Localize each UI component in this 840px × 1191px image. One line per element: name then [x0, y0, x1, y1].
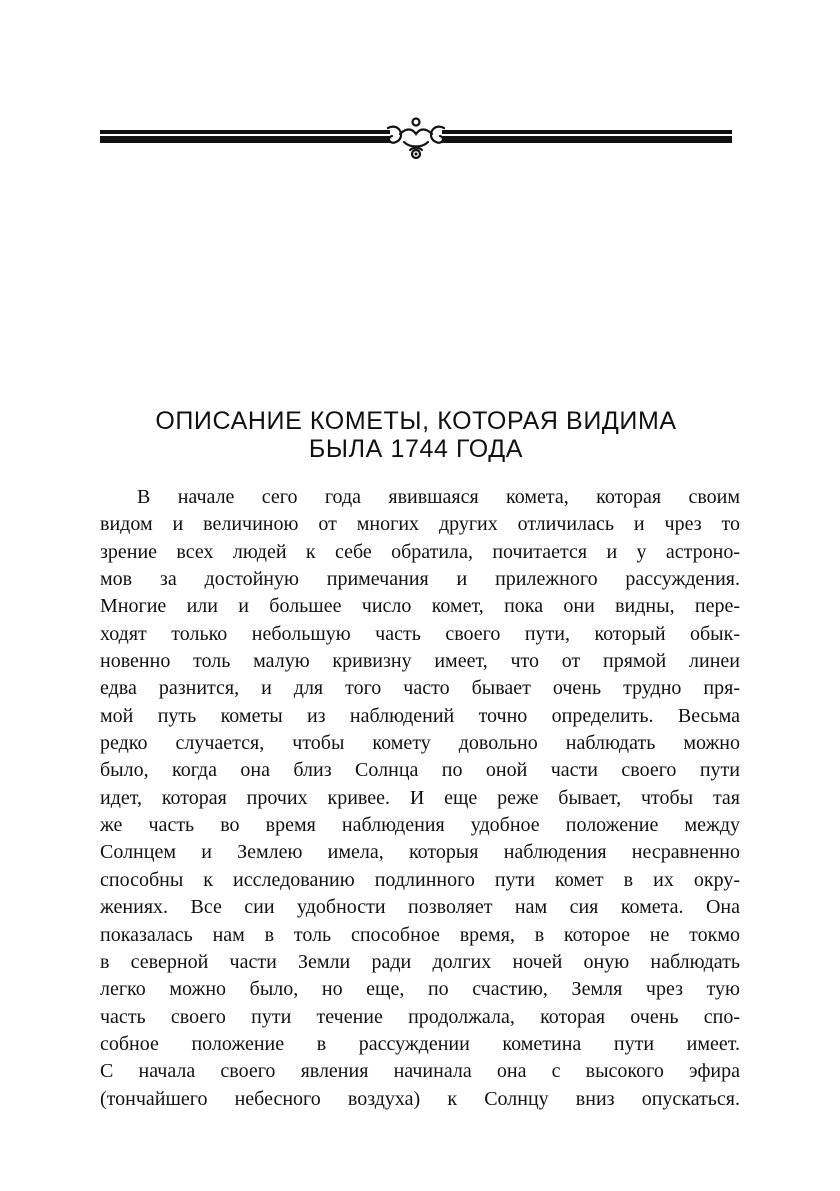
page-title-line-1: ОПИСАНИЕ КОМЕТЫ, КОТОРАЯ ВИДИМА: [155, 407, 677, 435]
text-line: видом и величиною от многих других отличилась и чрез то: [100, 513, 740, 536]
text-line: мой путь кометы из наблюдений точно определить. Весьма: [100, 704, 740, 727]
text-line: новенно толь малую кривизну имеет, что от прямой линеи: [100, 650, 740, 673]
text-line: было, когда она близ Солнца по оной части своего пути: [100, 759, 740, 782]
text-line: С начала своего явления начинала она с высокого эфира: [100, 1060, 740, 1083]
header-ornament-rule: [100, 112, 732, 164]
text-line: собное положение в рассуждении кометина пути имеет.: [100, 1032, 740, 1055]
text-line: в северной части Земли ради долгих ночей оную наблюдать: [100, 950, 740, 973]
text-line: идет, которая прочих кривее. И еще реже бывает, чтобы тая: [100, 786, 740, 809]
text-line: мов за достойную примечания и прилежного рассуждения.: [100, 568, 740, 591]
text-line: В начале сего года явившаяся комета, которая своим: [137, 486, 740, 508]
text-line: же часть во время наблюдения удобное положение между: [100, 814, 740, 837]
text-line: часть своего пути течение продолжала, которая очень спо-: [100, 1005, 740, 1028]
text-line: (тончайшего небесного воздуха) к Солнцу вниз опускаться.: [100, 1087, 740, 1110]
text-line: жениях. Все сии удобности позволяет нам сия комета. Она: [100, 896, 740, 919]
text-line: легко можно было, но еще, по счастию, Земля чрез тую: [100, 978, 740, 1001]
text-line: показалась нам в толь способное время, в которое не токмо: [100, 923, 740, 946]
body-paragraph: [100, 484, 740, 1113]
text-line: зрение всех людей к себе обратила, почитается и у астроно-: [100, 540, 740, 563]
text-line: Солнцем и Землею имела, которыя наблюдения несравненно: [100, 841, 740, 864]
text-line: способны к исследованию подлинного пути комет в их окру-: [100, 868, 740, 891]
text-line: едва разнится, и для того часто бывает очень трудно пря-: [100, 677, 740, 700]
page-title-line-2: БЫЛА 1744 ГОДА: [308, 435, 524, 463]
text-line: Многие или и большее число комет, пока они видны, пере-: [100, 595, 740, 618]
text-line: ходят только небольшую часть своего пути, который обык-: [100, 622, 740, 645]
text-line: редко случается, чтобы комету довольно наблюдать можно: [100, 732, 740, 755]
